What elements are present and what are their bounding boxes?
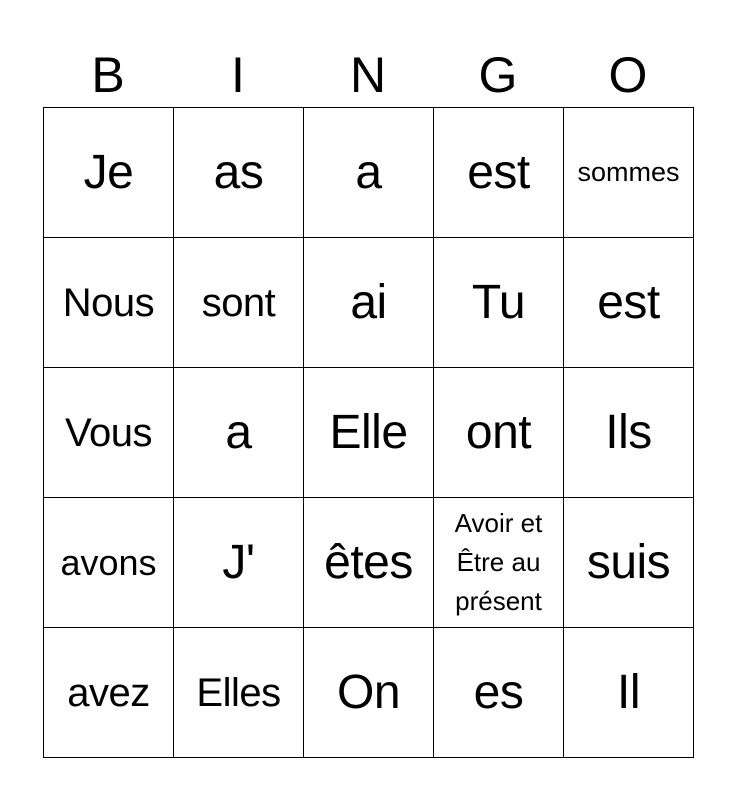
bingo-cell[interactable]: avez bbox=[44, 628, 174, 758]
bingo-cell[interactable]: Elle bbox=[304, 368, 434, 498]
bingo-cell[interactable]: a bbox=[304, 108, 434, 238]
bingo-header bbox=[43, 44, 693, 106]
bingo-cell[interactable]: sont bbox=[174, 238, 304, 368]
header-letter-n: N bbox=[349, 47, 387, 103]
header-letter-o: O bbox=[608, 47, 648, 103]
bingo-cell[interactable]: Tu bbox=[434, 238, 564, 368]
bingo-cell[interactable]: ont bbox=[434, 368, 564, 498]
bingo-cell[interactable]: Je bbox=[44, 108, 174, 238]
bingo-cell[interactable]: ai bbox=[304, 238, 434, 368]
header-letter-g: G bbox=[478, 47, 518, 103]
bingo-cell[interactable]: Elles bbox=[174, 628, 304, 758]
bingo-cell[interactable]: Ils bbox=[564, 368, 694, 498]
bingo-cell[interactable]: avons bbox=[44, 498, 174, 628]
bingo-cell[interactable]: sommes bbox=[564, 108, 694, 238]
bingo-cell[interactable]: Il bbox=[564, 628, 694, 758]
bingo-cell[interactable]: es bbox=[434, 628, 564, 758]
bingo-cell[interactable]: as bbox=[174, 108, 304, 238]
header-letter-i: I bbox=[231, 47, 245, 103]
bingo-cell[interactable]: est bbox=[434, 108, 564, 238]
bingo-cell-center[interactable]: Avoir et Être au présent bbox=[434, 498, 564, 628]
bingo-cell[interactable]: êtes bbox=[304, 498, 434, 628]
bingo-cell[interactable]: a bbox=[174, 368, 304, 498]
bingo-cell[interactable]: J' bbox=[174, 498, 304, 628]
bingo-cell[interactable]: Nous bbox=[44, 238, 174, 368]
bingo-cell[interactable]: est bbox=[564, 238, 694, 368]
bingo-cell[interactable]: suis bbox=[564, 498, 694, 628]
bingo-board bbox=[43, 107, 694, 758]
header-letter-b: B bbox=[91, 47, 125, 103]
bingo-cell[interactable]: On bbox=[304, 628, 434, 758]
bingo-cell[interactable]: Vous bbox=[44, 368, 174, 498]
